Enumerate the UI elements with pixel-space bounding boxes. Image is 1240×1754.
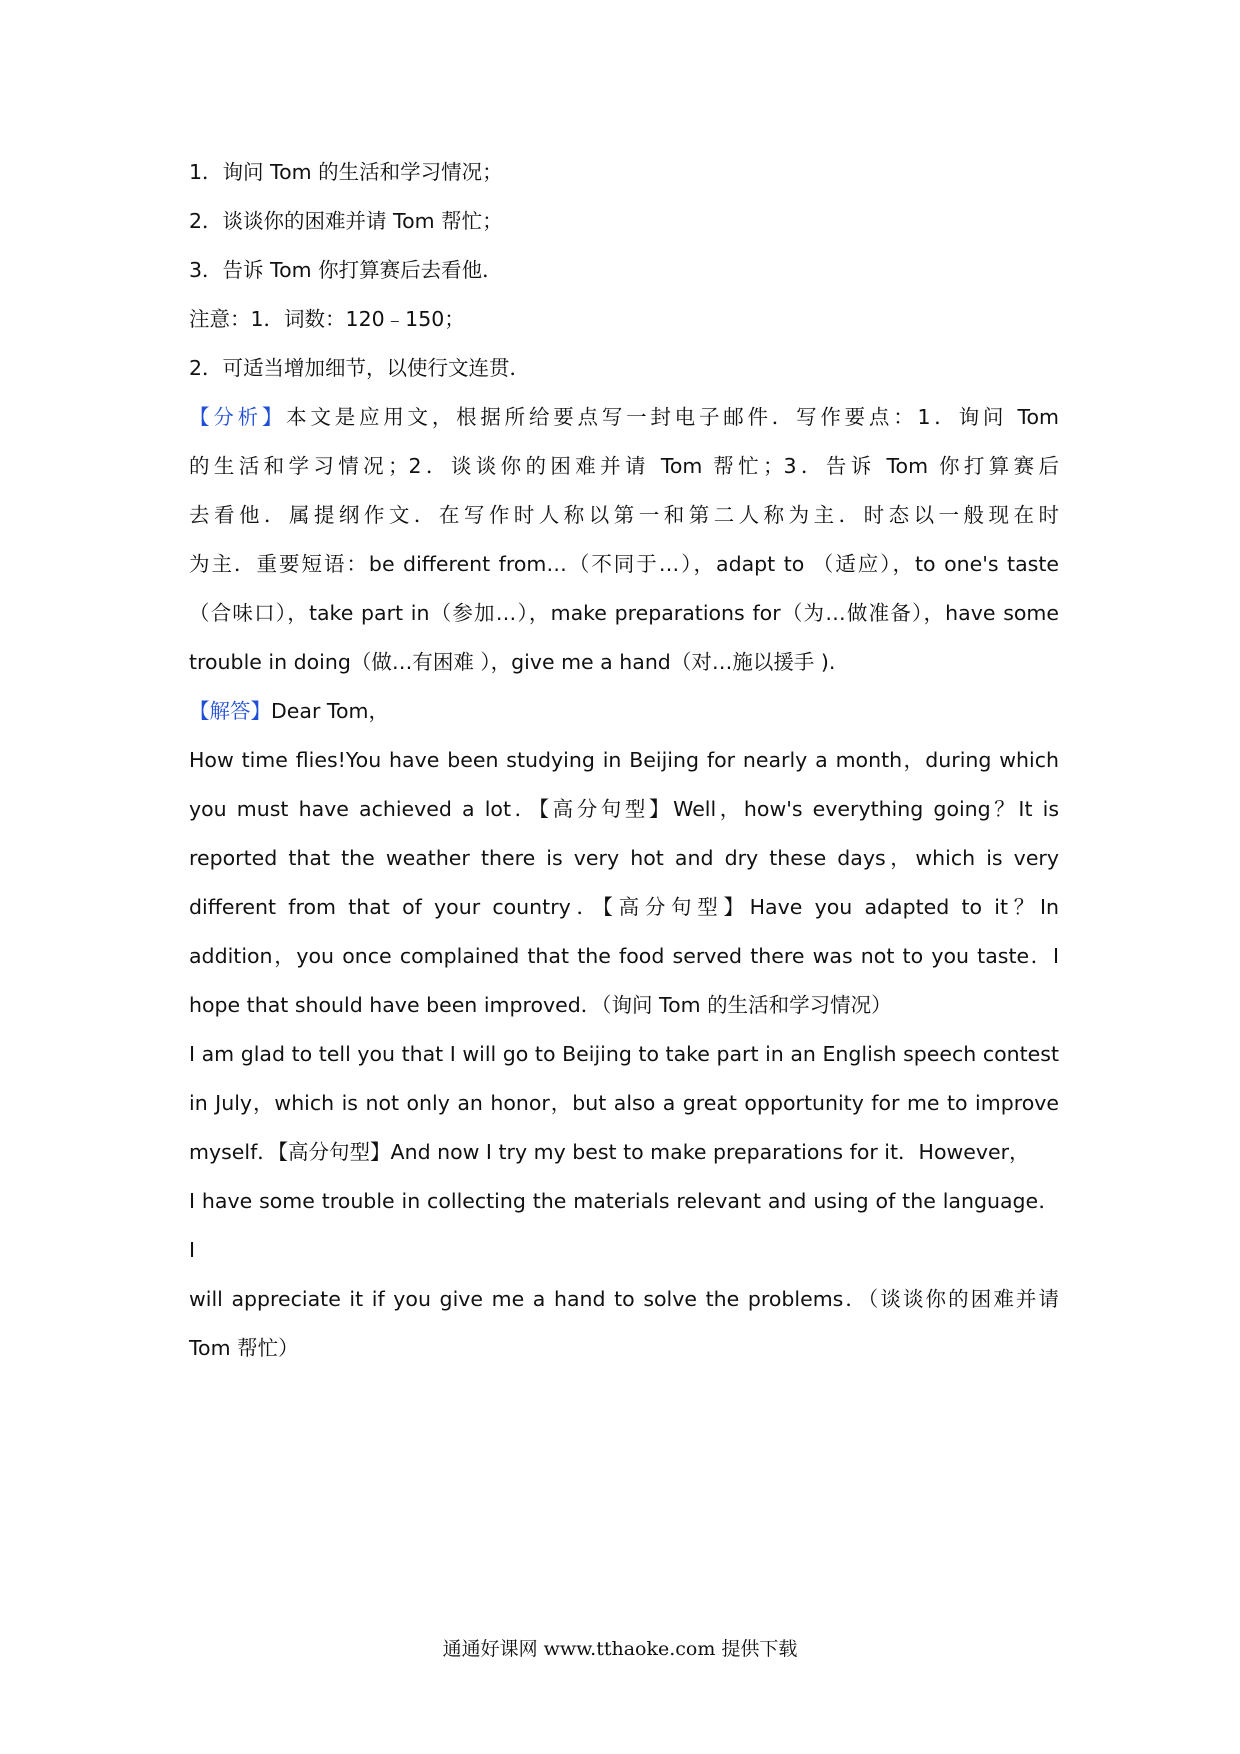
answer-greeting-line: [189, 687, 1059, 736]
analysis-tag: 【分析】: [189, 405, 287, 429]
answer-line-10: I have some trouble in collecting the materials relevant and using of the language．I: [189, 1189, 1059, 1262]
analysis-line-4: 为主．重要短语：be different from…（不同于…），adapt to （适应），to one's taste: [189, 552, 1059, 576]
word-count-note: 注意：1．词数：120﹣150；: [189, 307, 465, 331]
answer-line-7: I am glad to tell you that I will go to Beijing to take part in an English speech contest: [189, 1042, 1059, 1066]
analysis-line-3: 去看他．属提纲作文．在写作时人称以第一和第二人称为主．时态以一般现在时: [189, 503, 1059, 527]
requirement-1: 1．询问 Tom 的生活和学习情况；: [189, 160, 503, 184]
greeting: Dear Tom，: [271, 699, 389, 723]
answer-tag: 【解答】: [189, 699, 271, 723]
answer-line-3: reported that the weather there is very hot and dry these days，which is very: [189, 846, 1059, 870]
requirement-2: 2．谈谈你的困难并请 Tom 帮忙；: [189, 209, 503, 233]
answer-line-11: will appreciate it if you give me a hand to solve the problems．（谈谈你的困难并请: [189, 1287, 1059, 1311]
answer-line-1: How time flies!You have been studying in Beijing for nearly a month，during which: [189, 748, 1059, 772]
answer-line-2: you must have achieved a lot．【高分句型】Well，how's everything going？It is: [189, 797, 1059, 821]
answer-line-4: different from that of your country．【高分句型】Have you adapted to it？In: [189, 895, 1059, 919]
detail-note: 2．可适当增加细节，以使行文连贯．: [189, 356, 531, 380]
answer-line-6: hope that should have been improved．（询问 Tom 的生活和学习情况）: [189, 993, 892, 1017]
answer-line-5: addition，you once complained that the food served there was not to you taste．I: [189, 944, 1059, 968]
analysis-line-1: 【分析】本文是应用文，根据所给要点写一封电子邮件．写作要点：1．询问 Tom: [189, 405, 1060, 429]
answer-line-9: myself．【高分句型】And now I try my best to make preparations for it．However，: [189, 1140, 1030, 1164]
page-footer: 通通好课网 www.tthaoke.com 提供下载: [442, 1638, 798, 1660]
document-body: [189, 148, 1059, 1373]
analysis-line-2: 的生活和学习情况；2．谈谈你的困难并请 Tom 帮忙；3．告诉 Tom 你打算赛后: [189, 454, 1059, 478]
requirement-3: 3．告诉 Tom 你打算赛后去看他．: [189, 258, 503, 282]
analysis-line-5: （合味口），take part in（参加…），make preparations for（为…做准备），have some: [189, 601, 1059, 625]
answer-line-8: in July，which is not only an honor，but also a great opportunity for me to improve: [189, 1091, 1059, 1115]
answer-line-12: Tom 帮忙）: [189, 1336, 299, 1360]
analysis-line-6: trouble in doing（做…有困难 ），give me a hand（对…施以援手 ).: [189, 650, 836, 674]
